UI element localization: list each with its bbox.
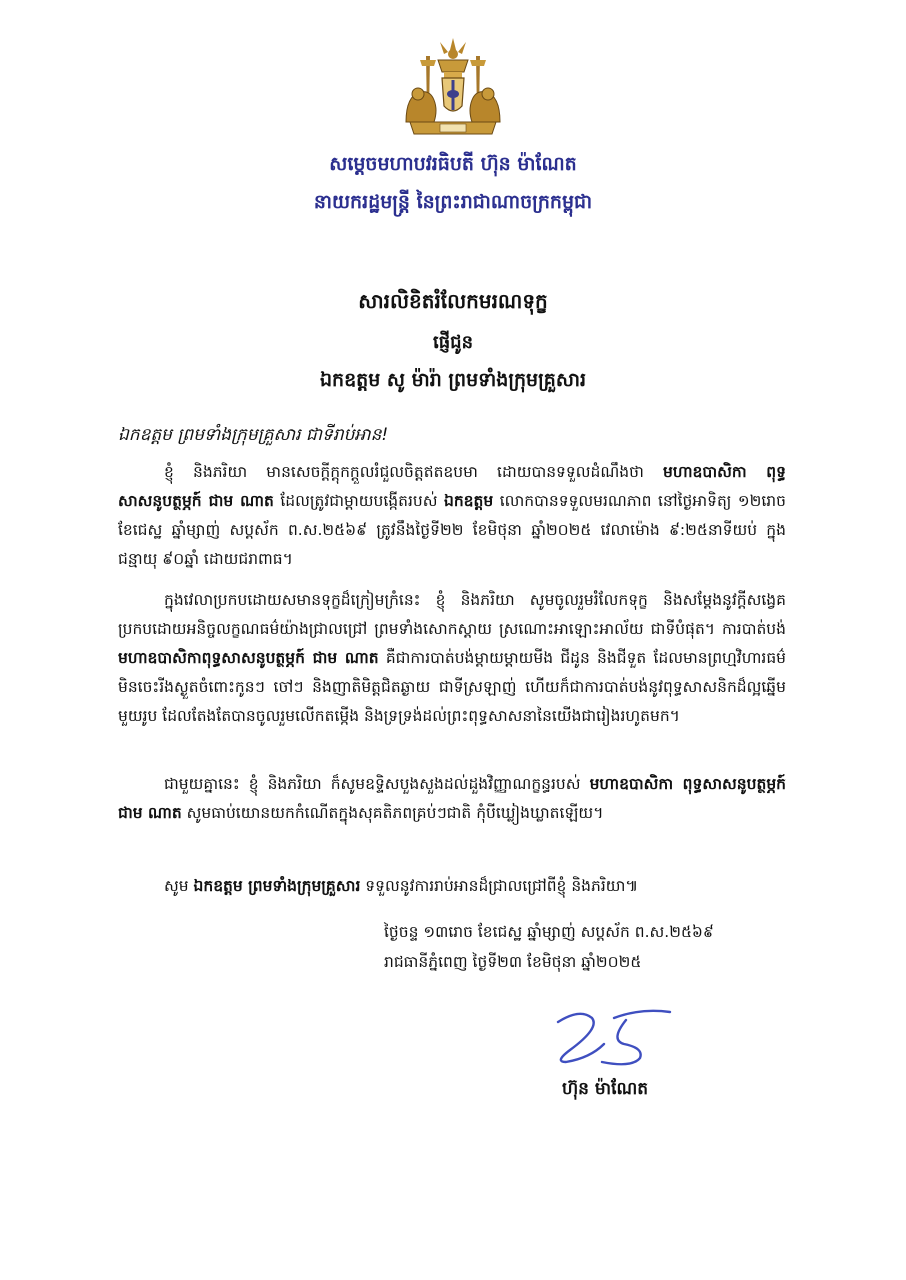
paragraph-1-deceased-name: មហាឧបាសិកា ពុទ្ធសាសនូបត្ថម្ភក៍ ជាម ណាត: [118, 463, 786, 510]
date-place-gregorian: រាជធានីភ្នំពេញ ថ្ងៃទី២៣ ខែមិថុនា ឆ្នាំ២០២៥: [384, 953, 642, 971]
paragraph-3-text-c: សូមធាប់យោនយកកំណើតក្នុងសុគតិភពគ្រប់ៗជាតិ កុំបីឃ្លៀងឃ្លាតឡើយ។: [181, 804, 604, 822]
paragraph-2-text-a: ក្នុងវេលាប្រកបដោយសមានទុក្ខដ៏ក្រៀមក្រំនេះ ខ្ញុំ និងភរិយា សូមចូលរួមរំលែកទុក្ខ និងសម្ដែងនូវក្ដីសង្វេគប្រកបដោយអនិច្ចលក្ខណធម៌យ៉ាងជ្រាលជ្រៅ ព្រមទាំងសោកស្ដាយ ស្រណោះអាឡោះអាល័យ ជាទីបំផុត។ ការបាត់បង់: [118, 591, 786, 638]
paragraph-2-text-c: គឺជាការបាត់បង់ម្ដាយម្ដាយមីង ជីដូន និងជីទួត ដែលមានព្រហ្មវិហារធម៌មិនចេះរីងស្ងួតចំពោះកូនៗ ចៅៗ និងញាតិមិត្តជិតឆ្ងាយ ជាទីស្រឡាញ់ ហើយក៏ជាការបាត់បង់នូវពុទ្ធសាសនិកដ៏ល្អឆ្នើមមួយរូប ដែលតែងតែបានចូលរួមលើកតម្កើង និងទ្រទ្រង់ដល់ព្រះពុទ្ធសាសនានៃយើងជារៀងរហូតមក។: [118, 649, 786, 725]
royal-coat-of-arms-emblem: [400, 36, 506, 140]
paragraph-1-honorific: ឯកឧត្តម: [443, 492, 494, 510]
paragraph-1-text-a: ខ្ញុំ និងភរិយា មានសេចក្ដីក្ដុកក្ដួលរំជួលចិត្តឥតឧបមា ដោយបានទទួលដំណឹងថា: [164, 463, 664, 481]
paragraph-1-text-e: លោកបានទទួលមរណភាព នៅថ្ងៃអាទិត្យ ១២រោច ខែជេស្ឋ ឆ្នាំម្សាញ់ សប្តស័ក ព.ស.២៥៦៩ ត្រូវនឹងថ្ងៃទី២២ ខែមិថុនា ឆ្នាំ២០២៥ វេលាម៉ោង ៩:២៥នាទីយប់ ក្នុងជន្មាយុ ៩០ឆ្នាំ ដោយជរាពាធ។: [118, 492, 786, 568]
paragraph-4-text-a: សូម: [164, 877, 194, 895]
paragraph-2-deceased-name: មហាឧបាសិកាពុទ្ធសាសនូបត្ថម្ភក៍ ជាម ណាត: [118, 649, 379, 667]
letter-subtitle: ផ្ញើជូន: [433, 332, 473, 353]
handwritten-signature: [540, 1000, 690, 1070]
paragraph-3: [118, 770, 786, 828]
paragraph-3-text-a: ជាមួយគ្នានេះ ខ្ញុំ និងភរិយា ក៏សូមឧទ្ទិសបួងសួងដល់ដួងវិញ្ញាណក្ខន្ធរបស់: [164, 775, 590, 793]
signer-name: ហ៊ុន ម៉ាណែត: [562, 1079, 649, 1099]
paragraph-4: [118, 872, 786, 901]
paragraph-2: [118, 586, 786, 731]
paragraph-3-deceased-name: មហាឧបាសិកា ពុទ្ធសាសនូបត្ថម្ភក៍ ជាម ណាត: [118, 775, 786, 822]
paragraph-1: [118, 458, 786, 574]
paragraph-4-text-c: ទទួលនូវការរាប់អានដ៏ជ្រាលជ្រៅពីខ្ញុំ និងភរិយា៕: [360, 877, 639, 895]
office-title-line2: នាយករដ្ឋមន្ត្រី នៃព្រះរាជាណាចក្រកម្ពុជា: [313, 191, 593, 213]
date-lunar: ថ្ងៃចន្ទ ១៣រោច ខែជេស្ឋ ឆ្នាំម្សាញ់ សប្តស័ក ព.ស.២៥៦៩: [384, 923, 714, 941]
office-title-line1: សម្តេចមហាបវរធិបតី ហ៊ុន ម៉ាណែត: [329, 153, 577, 175]
paragraph-1-text-c: ដែលត្រូវជាម្ដាយបង្កើតរបស់: [273, 492, 444, 510]
letter-recipient: ឯកឧត្តម សូ ម៉ារ៉ា ព្រមទាំងក្រុមគ្រួសារ: [320, 369, 586, 391]
letter-title: សារលិខិតរំលែកមរណទុក្ខ: [358, 289, 548, 313]
paragraph-4-recipient: ឯកឧត្តម ព្រមទាំងក្រុមគ្រួសារ: [193, 877, 361, 895]
salutation: ឯកឧត្តម ព្រមទាំងក្រុមគ្រួសារ ជាទីរាប់អាន!: [118, 425, 389, 445]
